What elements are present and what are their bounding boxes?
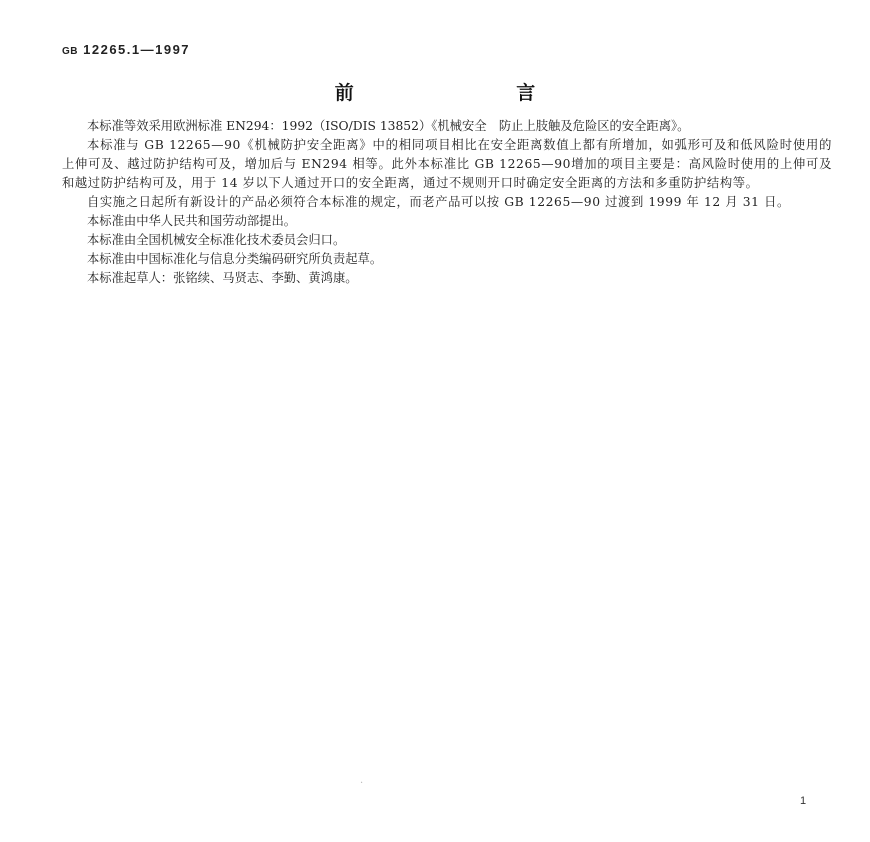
standard-prefix: GB <box>62 46 78 57</box>
paragraph-adoption: 本标准等效采用欧洲标准 EN294：1992（ISO/DIS 13852）《机械安全 防止上肢触及危险区的安全距离》。 <box>87 119 690 133</box>
page-number: 1 <box>800 795 807 807</box>
paragraph-drafting-org: 本标准由中国标准化与信息分类编码研究所负责起草。 <box>87 252 383 266</box>
scan-mark: · <box>360 778 364 789</box>
paragraph-transition: 自实施之日起所有新设计的产品必须符合本标准的规定，而老产品可以按 GB 12265—90 过渡到 1999 年 12 月 31 日。 <box>87 195 790 209</box>
page-title: 前 言 <box>334 82 614 104</box>
paragraph-committee: 本标准由全国机械安全标准化技术委员会归口。 <box>87 233 346 247</box>
paragraph-drafters: 本标准起草人：张铭续、马贤志、李勤、黄鸿康。 <box>87 271 358 285</box>
standard-code <box>62 42 190 57</box>
paragraph-proposer: 本标准由中华人民共和国劳动部提出。 <box>87 214 297 228</box>
standard-number: 12265.1—1997 <box>83 42 191 57</box>
foreword-body <box>62 117 832 288</box>
paragraph-comparison: 本标准与 GB 12265—90《机械防护安全距离》中的相同项目相比在安全距离数值上都有所增加，如弧形可及和低风险时使用的上伸可及、越过防护结构可及，增加后与 EN294 相等。此外本标准比 GB 12265—90增加的项目主要是：高风险时使用的上伸可及和越过防护结构可及，用于 14 岁以下人通过开口的安全距离，通过不规则开口时确定安全距离的方法和多重防护结构等。 <box>62 138 832 190</box>
